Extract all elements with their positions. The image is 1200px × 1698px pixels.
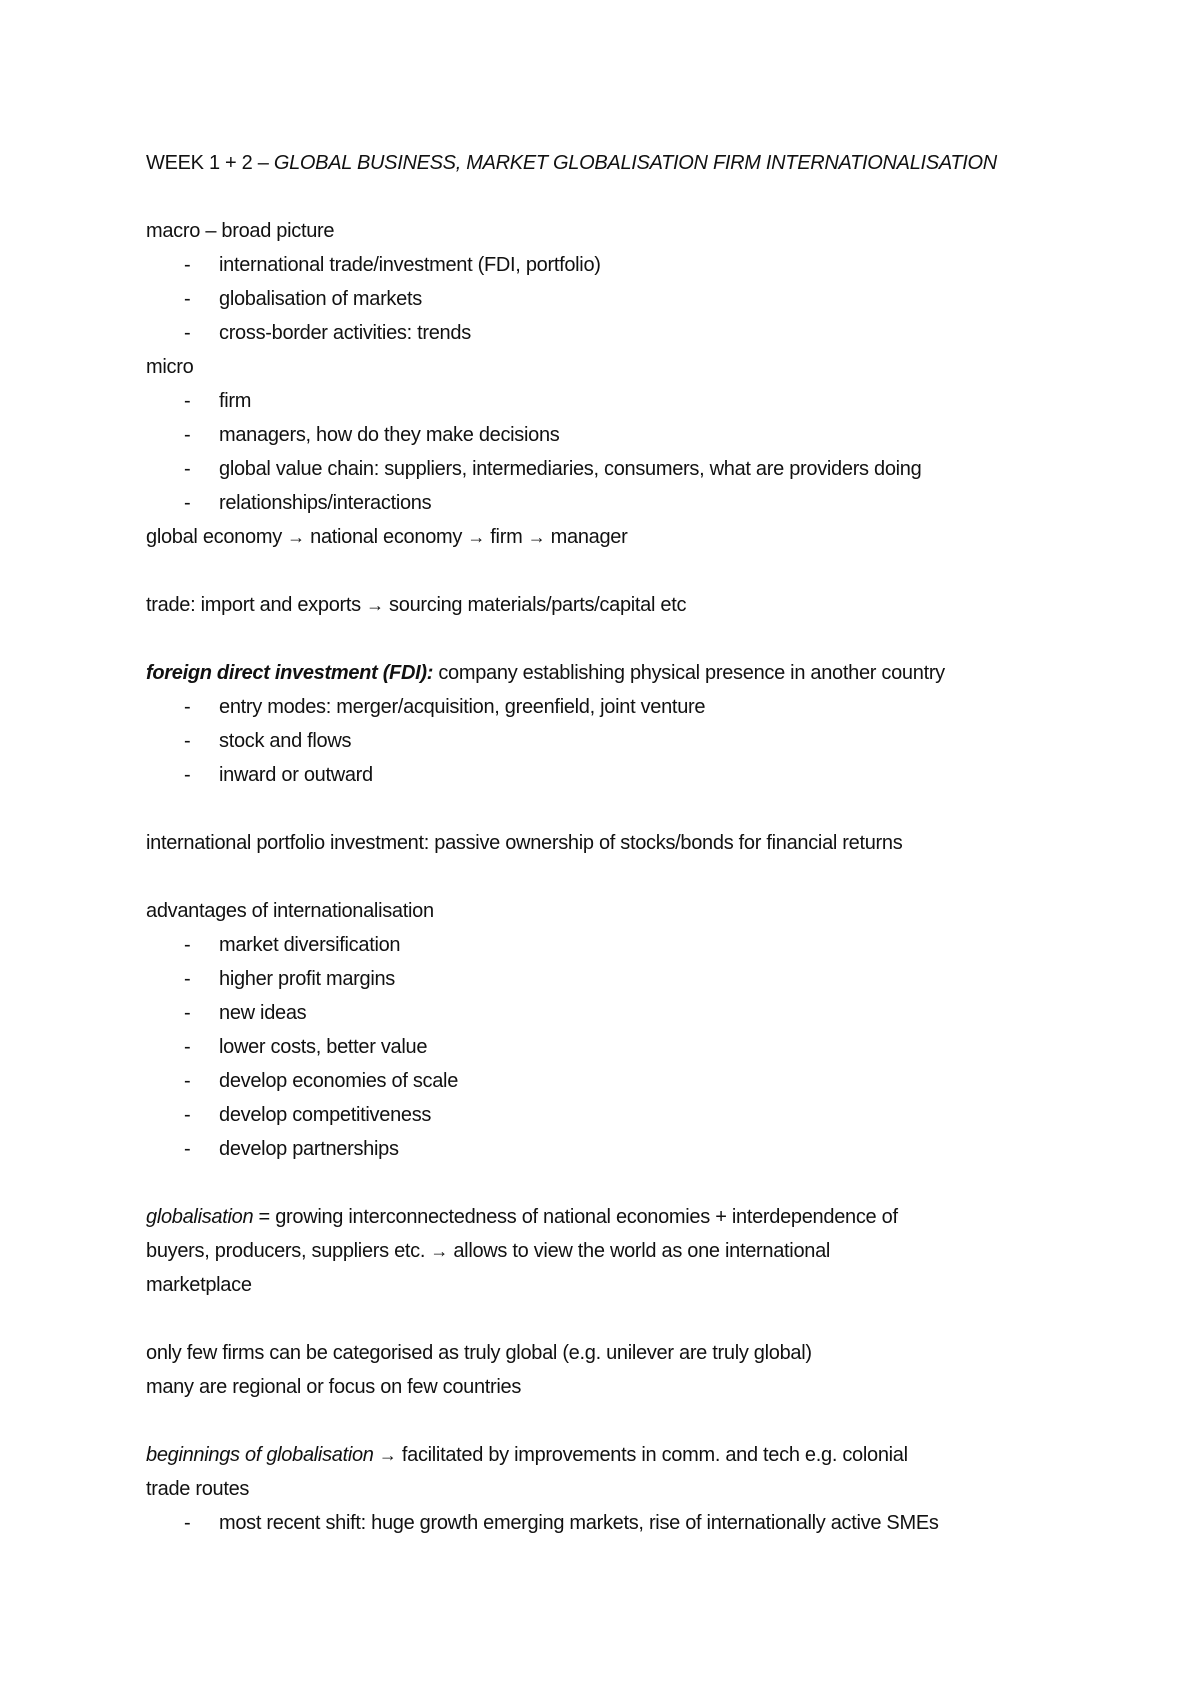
spacer: [146, 180, 1106, 214]
globalisation-text: buyers, producers, suppliers etc.: [146, 1240, 431, 1262]
list-item: [146, 962, 1106, 996]
globalisation-text: = growing interconnectedness of national economies + interdependence of: [253, 1206, 898, 1228]
list-item-text: most recent shift: huge growth emerging markets, rise of internationally active SMEs: [219, 1512, 939, 1534]
list-item-text: global value chain: suppliers, intermediaries, consumers, what are providers doing: [219, 458, 922, 480]
portfolio-definition: international portfolio investment: passive ownership of stocks/bonds for financial returns: [146, 832, 903, 854]
fdi-definition: [146, 656, 1106, 690]
list-item: [146, 384, 1106, 418]
trade-line: [146, 588, 1106, 622]
list-item-text: lower costs, better value: [219, 1036, 428, 1058]
spacer: [146, 792, 1106, 826]
bullet-dash: -: [184, 730, 191, 752]
list-item-text: managers, how do they make decisions: [219, 424, 560, 446]
list-item-text: relationships/interactions: [219, 492, 432, 514]
list-item: [146, 248, 1106, 282]
list-item: [146, 1064, 1106, 1098]
list-item-text: cross-border activities: trends: [219, 322, 471, 344]
list-item-text: firm: [219, 390, 252, 412]
advantages-label: advantages of internationalisation: [146, 900, 434, 922]
bullet-dash: -: [184, 1002, 191, 1024]
globalisation-line-1: [146, 1200, 1106, 1234]
chain-text: national economy: [304, 526, 468, 548]
list-item: [146, 1098, 1106, 1132]
arrow-icon: →: [287, 527, 305, 547]
beginnings-line-1: [146, 1438, 1106, 1472]
bullet-dash: -: [184, 492, 191, 514]
list-item: [146, 690, 1106, 724]
list-item: [146, 758, 1106, 792]
chain-text: global economy: [146, 526, 288, 548]
heading-prefix: WEEK 1 + 2 –: [146, 152, 274, 174]
globalisation-text: allows to view the world as one international: [448, 1240, 831, 1262]
bullet-dash: -: [184, 1070, 191, 1092]
list-item-text: develop partnerships: [219, 1138, 399, 1160]
list-item-text: new ideas: [219, 1002, 307, 1024]
bullet-dash: -: [184, 696, 191, 718]
beginnings-line-2: trade routes: [146, 1478, 250, 1500]
economy-chain: [146, 520, 1106, 554]
list-item: [146, 928, 1106, 962]
bullet-dash: -: [184, 764, 191, 786]
list-item: [146, 452, 1106, 486]
macro-label: macro – broad picture: [146, 220, 335, 242]
bullet-dash: -: [184, 1138, 191, 1160]
bullet-dash: -: [184, 424, 191, 446]
chain-text: firm: [485, 526, 528, 548]
bullet-dash: -: [184, 1104, 191, 1126]
list-item: [146, 1132, 1106, 1166]
spacer: [146, 554, 1106, 588]
list-item-text: market diversification: [219, 934, 401, 956]
list-item-text: inward or outward: [219, 764, 373, 786]
arrow-icon: →: [527, 527, 546, 547]
list-item: [146, 282, 1106, 316]
bullet-dash: -: [184, 968, 191, 990]
bullet-dash: -: [184, 254, 191, 276]
list-item-text: entry modes: merger/acquisition, greenfield, joint venture: [219, 696, 706, 718]
heading-title: GLOBAL BUSINESS, MARKET GLOBALISATION FIRM INTERNATIONALISATION: [273, 152, 997, 174]
list-item: [146, 418, 1106, 452]
few-firms-line-2: many are regional or focus on few countries: [146, 1376, 522, 1398]
beginnings-term: beginnings of globalisation: [146, 1444, 374, 1466]
globalisation-line-3: marketplace: [146, 1274, 252, 1296]
list-item: [146, 996, 1106, 1030]
spacer: [146, 860, 1106, 894]
arrow-icon: →: [378, 1445, 397, 1465]
bullet-dash: -: [184, 322, 191, 344]
list-item: [146, 316, 1106, 350]
fdi-text: company establishing physical presence in another country: [433, 662, 945, 684]
list-item: [146, 1030, 1106, 1064]
list-item-text: develop economies of scale: [219, 1070, 459, 1092]
trade-text: trade: import and exports: [146, 594, 367, 616]
list-item-text: higher profit margins: [219, 968, 396, 990]
globalisation-line-2: [146, 1234, 1106, 1268]
list-item: [146, 486, 1106, 520]
fdi-term: foreign direct investment (FDI):: [146, 662, 434, 684]
list-item-text: globalisation of markets: [219, 288, 422, 310]
bullet-dash: -: [184, 458, 191, 480]
list-item: [146, 1506, 1106, 1540]
beginnings-text: facilitated by improvements in comm. and tech e.g. colonial: [396, 1444, 908, 1466]
list-item-text: international trade/investment (FDI, portfolio): [219, 254, 601, 276]
few-firms-line-1: only few firms can be categorised as truly global (e.g. unilever are truly global): [146, 1342, 812, 1364]
spacer: [146, 1166, 1106, 1200]
list-item-text: stock and flows: [219, 730, 352, 752]
arrow-icon: →: [430, 1241, 449, 1261]
spacer: [146, 622, 1106, 656]
bullet-dash: -: [184, 288, 191, 310]
list-item: [146, 724, 1106, 758]
bullet-dash: -: [184, 390, 191, 412]
trade-text: sourcing materials/parts/capital etc: [383, 594, 687, 616]
spacer: [146, 1404, 1106, 1438]
bullet-dash: -: [184, 1036, 191, 1058]
page-heading: [146, 146, 1106, 180]
spacer: [146, 1302, 1106, 1336]
bullet-dash: -: [184, 934, 191, 956]
arrow-icon: →: [467, 527, 486, 547]
micro-label: micro: [146, 356, 194, 378]
chain-text: manager: [545, 526, 628, 548]
globalisation-term: globalisation: [146, 1206, 254, 1228]
arrow-icon: →: [366, 595, 384, 615]
list-item-text: develop competitiveness: [219, 1104, 432, 1126]
bullet-dash: -: [184, 1512, 191, 1534]
document-page: [146, 146, 1106, 1540]
